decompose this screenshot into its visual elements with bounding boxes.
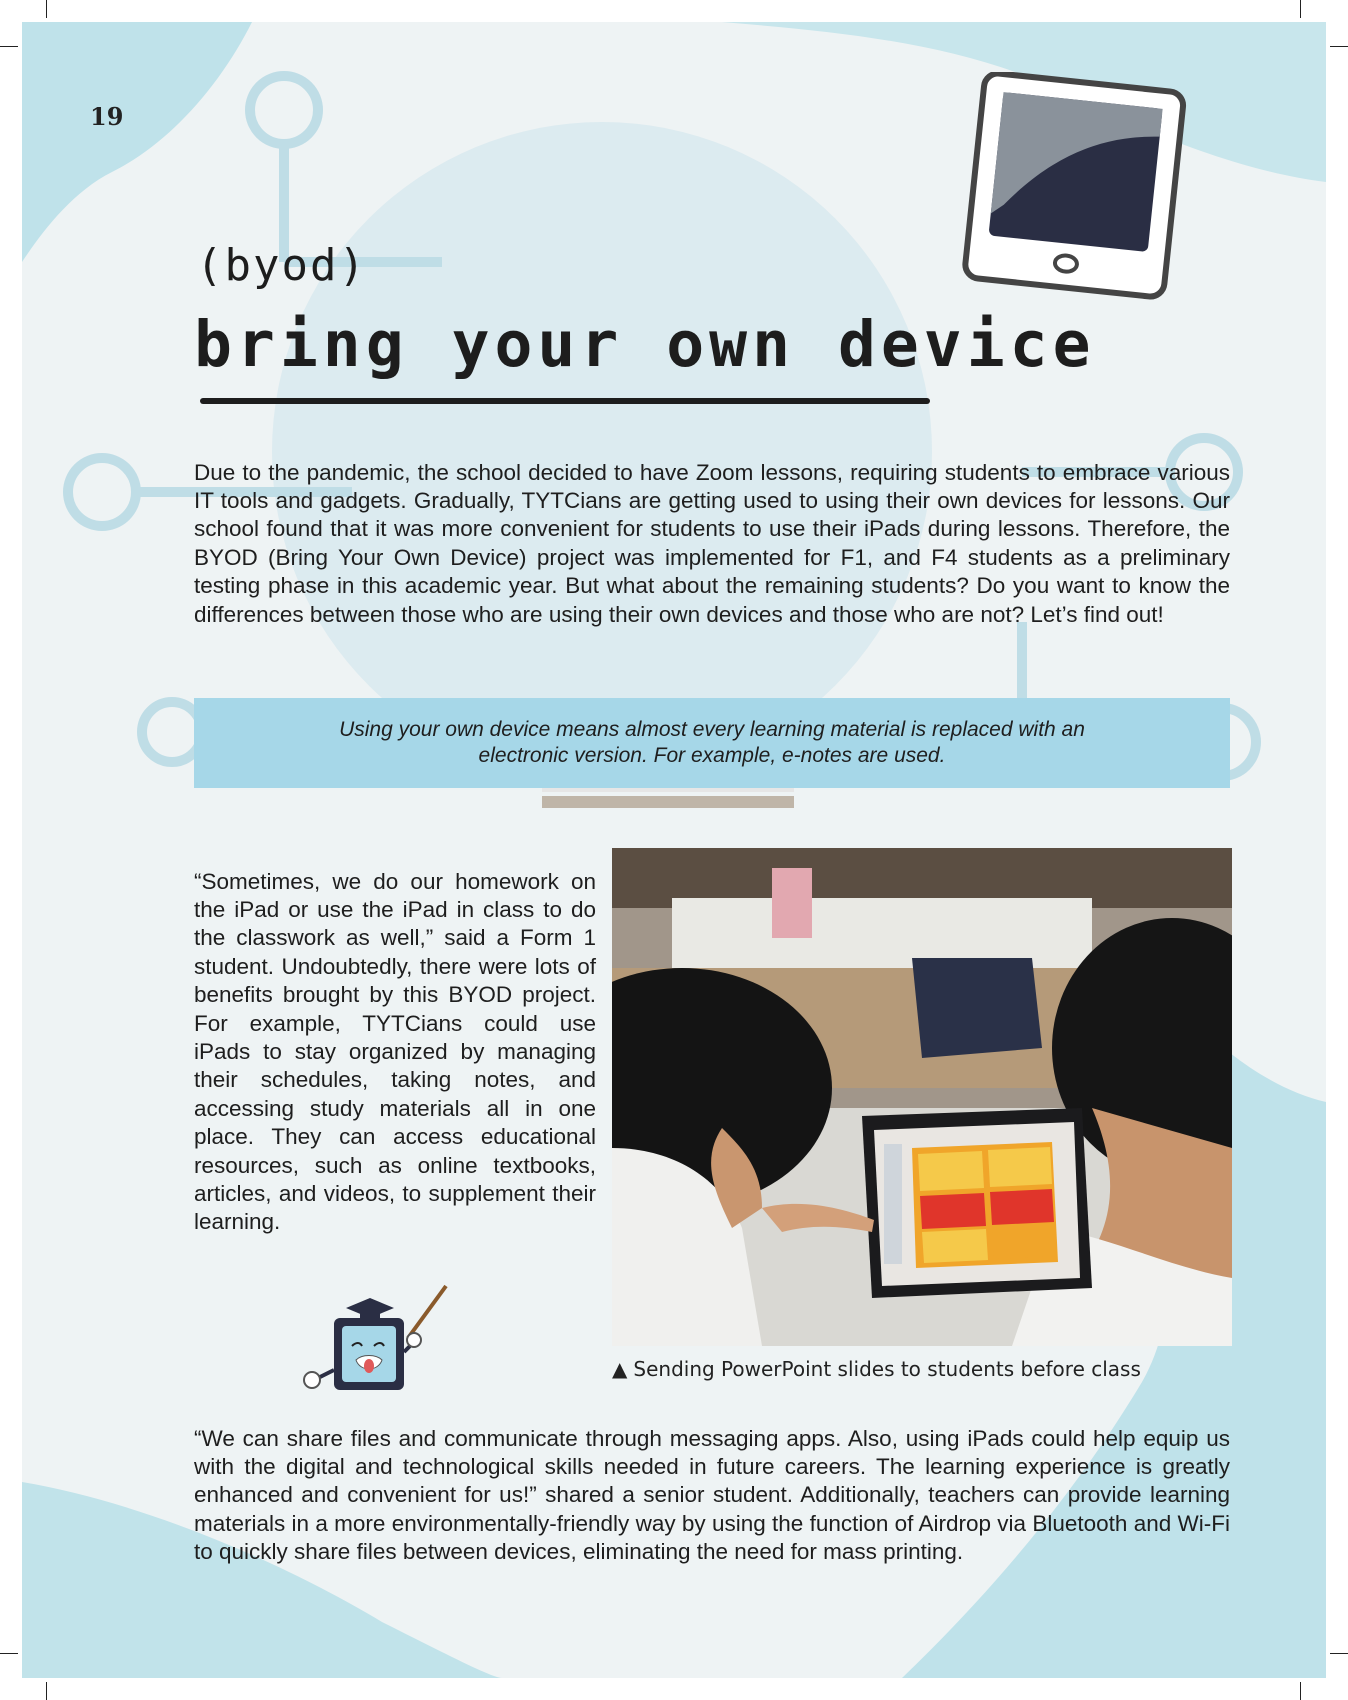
page-title: bring your own device — [194, 308, 1096, 381]
tablet-icon — [944, 72, 1204, 302]
left-column-paragraph: “Sometimes, we do our homework on the iPad or use the iPad in class to do the classwork as well,” said a Form 1 student. Undoubtedly, there were lots of benefits brought by this BYOD project. For example, TYTCians could use iPads to stay organized by managing their schedules, taking notes, and accessing study materials all in one place. They can access educational resources, such as online textbooks, articles, and videos, to supplement their learning. — [194, 868, 596, 1235]
title-underline — [200, 398, 930, 404]
crop-mark — [1300, 0, 1301, 18]
crop-mark — [1330, 46, 1348, 47]
crop-mark — [0, 1653, 18, 1654]
classroom-photo — [612, 848, 1232, 1346]
photo-caption — [612, 1357, 1141, 1381]
crop-mark — [1330, 1653, 1348, 1654]
caption-triangle-icon: ▲ — [612, 1357, 628, 1381]
callout-text: Using your own device means almost every learning material is replaced with an electronic version. For example, e-notes are used. — [339, 718, 1085, 767]
caption-text: Sending PowerPoint slides to students before class — [633, 1357, 1141, 1381]
mascot-tablet-teacher-icon — [290, 1282, 470, 1394]
crop-mark — [46, 0, 47, 18]
classroom-photo-illustration — [612, 848, 1232, 1346]
magazine-page — [22, 22, 1326, 1678]
bottom-paragraph: “We can share files and communicate through messaging apps. Also, using iPads could help equip us with the digital and technological skills needed in future careers. The learning experience is greatly enhanced and convenient for us!” shared a senior student. Additionally, teachers can provide learning materials in a more environmentally-friendly way by using the function of Airdrop via Bluetooth and Wi-Fi to quickly share files between devices, eliminating the need for mass printing. — [194, 1425, 1230, 1565]
crop-mark — [1300, 1682, 1301, 1700]
crop-mark — [46, 1682, 47, 1700]
callout-box — [194, 698, 1230, 788]
crop-mark — [0, 46, 18, 47]
page-number: 19 — [90, 102, 124, 131]
subtitle: (byod) — [196, 240, 367, 291]
intro-paragraph: Due to the pandemic, the school decided to have Zoom lessons, requiring students to embrace various IT tools and gadgets. Gradually, TYTCians are getting used to using their own devices for lessons. Our school found that it was more convenient for students to use their iPads during lessons. Therefore, the BYOD (Bring Your Own Device) project was implemented for F1, and F4 students as a preliminary testing phase in this academic year. But what about the remaining students? Do you want to know the differences between those who are using their own devices and those who are not? Let’s find out! — [194, 459, 1230, 627]
